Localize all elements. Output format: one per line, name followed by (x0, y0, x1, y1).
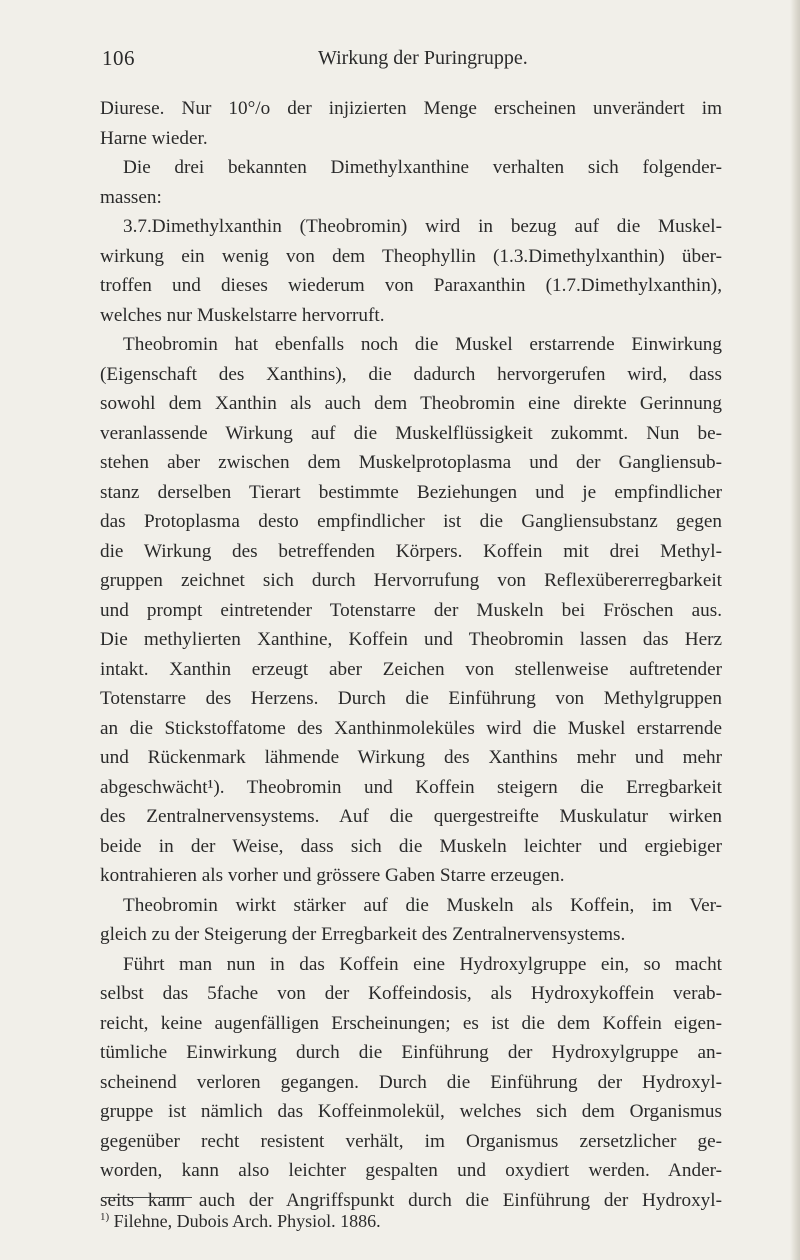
text-line: (Eigenschaft des Xanthins), die dadurch hervorgerufen wird, dass (100, 363, 722, 385)
text-line: des Zentralnervensystems. Auf die quergestreifte Muskulatur wirken (100, 806, 722, 827)
text-line: stehen aber zwischen dem Muskelprotoplasma und der Gangliensub- (100, 452, 722, 473)
text-line: Theobromin wirkt stärker auf die Muskeln als Koffein, im Ver- (123, 894, 722, 916)
text-line: veranlassende Wirkung auf die Muskelflüssigkeit zukommt. Nun be- (100, 422, 722, 444)
text-line: massen: (100, 186, 162, 208)
text-line: abgeschwächt¹). Theobromin und Koffein steigern die Erregbarkeit (100, 776, 722, 798)
text-line: stanz derselben Tierart bestimmte Beziehungen und je empfindlicher (100, 481, 722, 503)
text-line: gegenüber recht resistent verhält, im Organismus zersetzlicher ge- (100, 1130, 722, 1152)
text-line: und Rückenmark lähmende Wirkung des Xanthins mehr und mehr (100, 747, 722, 768)
text-line: Die drei bekannten Dimethylxanthine verhalten sich folgender- (123, 157, 722, 178)
text-line: kontrahieren als vorher und grössere Gaben Starre erzeugen. (100, 865, 565, 886)
text-line: Die methylierten Xanthine, Koffein und Theobromin lassen das Herz (100, 629, 722, 650)
text-line: an die Stickstoffatome des Xanthinmoleküles wird die Muskel erstarrende (100, 717, 722, 739)
text-line: Harne wieder. (100, 127, 208, 149)
text-line: Theobromin hat ebenfalls noch die Muskel erstarrende Einwirkung (123, 334, 722, 355)
text-line: reicht, keine augenfälligen Erscheinungen; es ist die dem Koffein eigen- (100, 1012, 722, 1034)
footnote-marker: 1) (100, 1211, 110, 1223)
body-text (100, 94, 722, 1215)
text-line: selbst das 5fache von der Koffeindosis, als Hydroxykoffein verab- (100, 983, 722, 1004)
text-line: und prompt eintretender Totenstarre der Muskeln bei Fröschen aus. (100, 599, 722, 621)
text-line: gruppe ist nämlich das Koffeinmolekül, welches sich dem Organismus (100, 1101, 722, 1122)
text-line: gleich zu der Steigerung der Erregbarkeit des Zentralnervensystems. (100, 924, 626, 945)
text-line: worden, kann also leichter gespalten und oxydiert werden. Ander- (100, 1160, 722, 1181)
footnote-text: Filehne, Dubois Arch. Physiol. 1886. (113, 1211, 381, 1231)
text-line: Führt man nun in das Koffein eine Hydroxylgruppe ein, so macht (123, 953, 722, 975)
text-line: gruppen zeichnet sich durch Hervorrufung von Reflexübererregbarkeit (100, 570, 722, 591)
text-line: wirkung ein wenig von dem Theophyllin (1.3.Dimethylxanthin) über- (100, 245, 722, 267)
page-edge-shadow (790, 0, 800, 1260)
text-line: welches nur Muskelstarre hervorruft. (100, 304, 385, 326)
text-line: scheinend verloren gegangen. Durch die Einführung der Hydroxyl- (100, 1071, 722, 1093)
text-line: seits kann auch der Angriffspunkt durch die Einführung der Hydroxyl- (100, 1189, 722, 1211)
footnote (100, 1203, 381, 1235)
text-line: 3.7.Dimethylxanthin (Theobromin) wird in bezug auf die Muskel- (123, 216, 722, 237)
text-line: beide in der Weise, dass sich die Muskeln leichter und ergiebiger (100, 835, 722, 857)
text-line: intakt. Xanthin erzeugt aber Zeichen von stellenweise auftretender (100, 658, 722, 680)
text-line: die Wirkung des betreffenden Körpers. Koffein mit drei Methyl- (100, 540, 722, 562)
page-header (102, 46, 722, 76)
running-head: Wirkung der Puringruppe. (318, 47, 528, 69)
text-line: Diurese. Nur 10°/o der injizierten Menge erscheinen unverändert im (100, 98, 722, 119)
text-line: Totenstarre des Herzens. Durch die Einführung von Methylgruppen (100, 688, 722, 709)
footnote-rule (102, 1197, 192, 1198)
page-number: 106 (102, 46, 135, 70)
text-line: troffen und dieses wiederum von Paraxanthin (1.7.Dimethylxanthin), (100, 275, 722, 296)
text-line: sowohl dem Xanthin als auch dem Theobromin eine direkte Gerinnung (100, 393, 722, 414)
text-line: tümliche Einwirkung durch die Einführung der Hydroxylgruppe an- (100, 1042, 722, 1063)
text-line: das Protoplasma desto empfindlicher ist die Gangliensubstanz gegen (100, 511, 722, 532)
